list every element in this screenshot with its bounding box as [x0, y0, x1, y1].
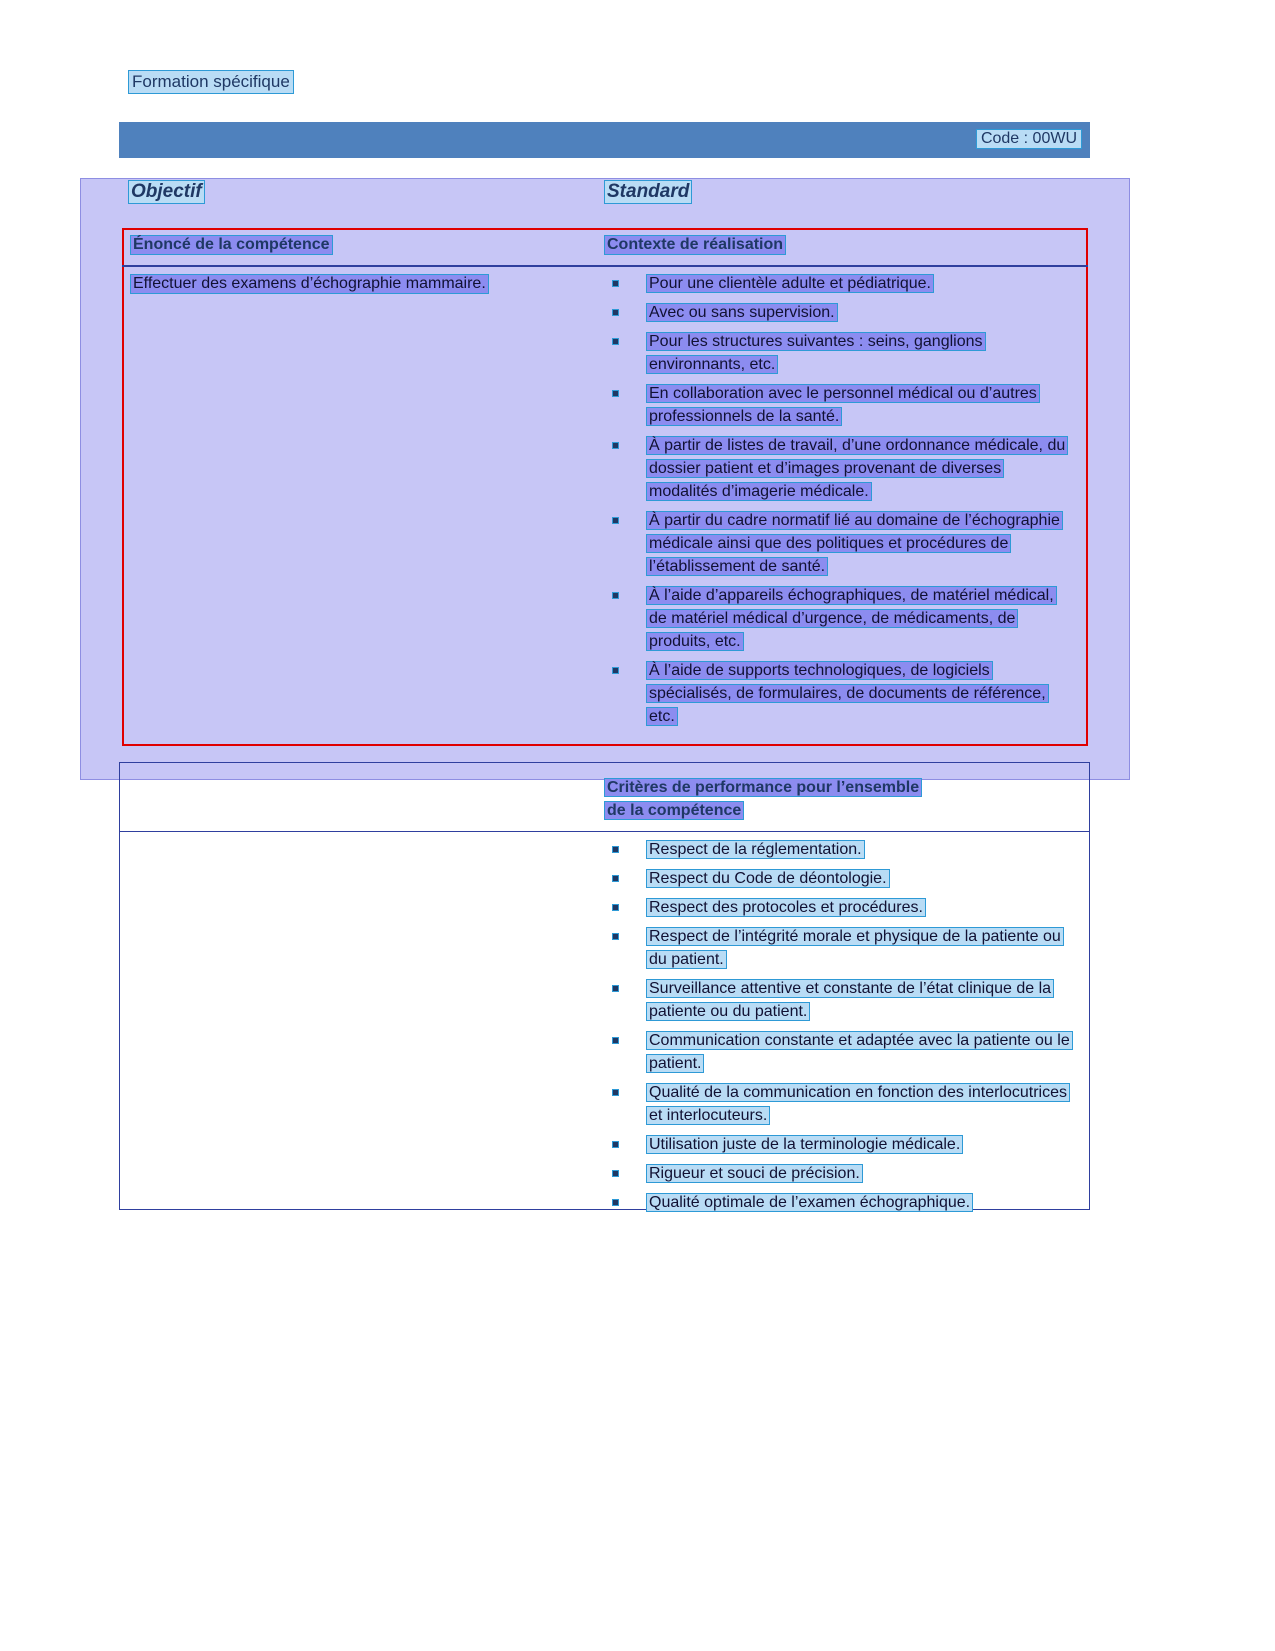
list-item-label: Respect de la réglementation. — [646, 840, 865, 859]
list-item-label: Respect de l’intégrité morale et physique de la patiente ou du patient. — [646, 927, 1064, 969]
bullet-icon — [612, 875, 619, 882]
list-item — [604, 1029, 1074, 1075]
list-item — [604, 1081, 1074, 1127]
list-item-label: Respect des protocoles et procédures. — [646, 898, 926, 917]
list-item — [604, 434, 1074, 503]
list-item — [604, 896, 1074, 919]
bullet-icon — [612, 442, 619, 449]
list-item — [604, 1191, 1074, 1214]
list-item — [604, 301, 1074, 324]
bullet-icon — [612, 933, 619, 940]
list-item — [604, 1133, 1074, 1156]
list-item-label: À partir de listes de travail, d’une ordonnance médicale, du dossier patient et d’images provenant de diverses modalités d’imagerie médicale. — [646, 436, 1068, 501]
list-item — [604, 659, 1074, 728]
list-item-label: Avec ou sans supervision. — [646, 303, 838, 322]
code-bar — [119, 122, 1090, 158]
list-item-label: Surveillance attentive et constante de l’état clinique de la patiente ou du patient. — [646, 979, 1054, 1021]
list-item-label: Communication constante et adaptée avec la patiente ou le patient. — [646, 1031, 1073, 1073]
list-item — [604, 330, 1074, 376]
contexte-realisation-list — [604, 272, 1074, 734]
list-item — [604, 382, 1074, 428]
list-item-label: À l’aide d’appareils échographiques, de matériel médical, de matériel médical d’urgence, de médicaments, de produits, etc. — [646, 586, 1057, 651]
performance-criteria-list — [604, 838, 1074, 1220]
enonce-competence-text: Effectuer des examens d’échographie mammaire. — [130, 274, 489, 294]
list-item — [604, 272, 1074, 295]
list-item-label: Pour les structures suivantes : seins, ganglions environnants, etc. — [646, 332, 986, 374]
list-item-label: À l’aide de supports technologiques, de logiciels spécialisés, de formulaires, de documents de référence, etc. — [646, 661, 1049, 726]
bullet-icon — [612, 338, 619, 345]
header-criteres-line2: de la compétence — [604, 801, 744, 820]
header-enonce-competence: Énoncé de la compétence — [130, 235, 333, 255]
column-title-objectif: Objectif — [128, 180, 205, 204]
list-item — [604, 838, 1074, 861]
list-item — [604, 867, 1074, 890]
bullet-icon — [612, 904, 619, 911]
list-item-label: Qualité optimale de l’examen échographique. — [646, 1193, 973, 1212]
list-item — [604, 1162, 1074, 1185]
code-label: Code : 00WU — [976, 129, 1082, 149]
list-item-label: Qualité de la communication en fonction des interlocutrices et interlocuteurs. — [646, 1083, 1070, 1125]
bullet-icon — [612, 1037, 619, 1044]
bullet-icon — [612, 667, 619, 674]
bullet-icon — [612, 846, 619, 853]
list-item-label: Rigueur et souci de précision. — [646, 1164, 863, 1183]
list-item-label: Pour une clientèle adulte et pédiatrique. — [646, 274, 934, 293]
list-item — [604, 977, 1074, 1023]
list-item-label: Respect du Code de déontologie. — [646, 869, 890, 888]
bullet-icon — [612, 390, 619, 397]
bullet-icon — [612, 985, 619, 992]
bullet-icon — [612, 1089, 619, 1096]
bullet-icon — [612, 1199, 619, 1206]
performance-table-header-divider — [119, 831, 1090, 832]
bullet-icon — [612, 592, 619, 599]
competency-table-header-divider — [122, 265, 1088, 267]
bullet-icon — [612, 280, 619, 287]
column-title-standard: Standard — [604, 180, 692, 204]
header-criteres-line1: Critères de performance pour l’ensemble — [604, 778, 922, 797]
document-header-label: Formation spécifique — [128, 70, 294, 94]
bullet-icon — [612, 1141, 619, 1148]
list-item-label: En collaboration avec le personnel médical ou d’autres professionnels de la santé. — [646, 384, 1040, 426]
bullet-icon — [612, 1170, 619, 1177]
header-contexte-realisation: Contexte de réalisation — [604, 235, 786, 255]
list-item — [604, 584, 1074, 653]
bullet-icon — [612, 517, 619, 524]
header-criteres-performance — [604, 776, 1004, 822]
list-item-label: À partir du cadre normatif lié au domaine de l’échographie médicale ainsi que des politiques et procédures de l’établissement de santé. — [646, 511, 1063, 576]
list-item — [604, 925, 1074, 971]
list-item-label: Utilisation juste de la terminologie médicale. — [646, 1135, 963, 1154]
list-item — [604, 509, 1074, 578]
bullet-icon — [612, 309, 619, 316]
